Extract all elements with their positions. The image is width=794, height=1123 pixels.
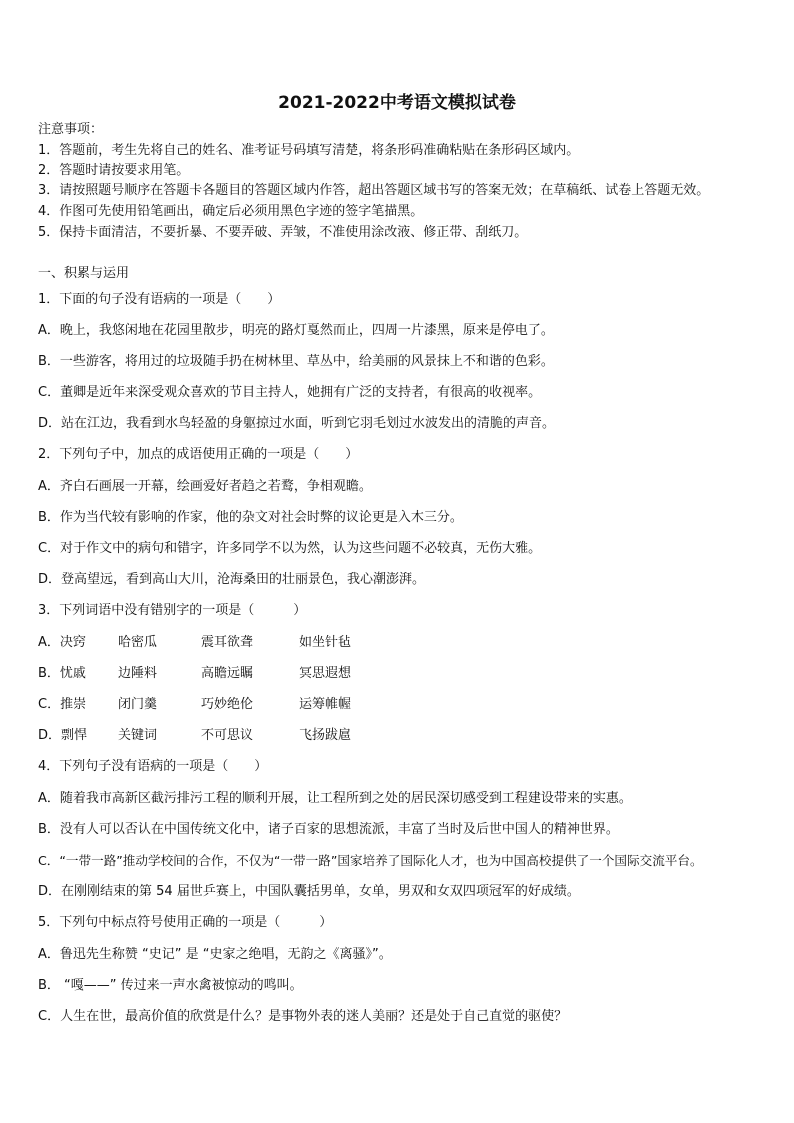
word-cell: C．推崇 (38, 697, 87, 712)
question-option: C．董卿是近年来深受观众喜欢的节目主持人，她拥有广泛的支持者，有很高的收视率。 (38, 385, 542, 400)
question-stem: 3．下列词语中没有错别字的一项是（ ） (38, 603, 307, 618)
question-option: C．人生在世，最高价值的欣赏是什么？是事物外表的迷人美丽？还是处于自己直觉的驱使？ (38, 1009, 568, 1024)
question-option: D．在刚刚结束的第 54 届世乒赛上，中国队囊括男单，女单，男双和女双四项冠军的好成绩。 (38, 884, 580, 899)
question-option: B．作为当代较有影响的作家，他的杂文对社会时弊的议论更是入木三分。 (38, 510, 463, 525)
question-option: D．站在江边，我看到水鸟轻盈的身躯掠过水面，听到它羽毛划过水波发出的清脆的声音。 (38, 416, 556, 431)
word-cell: 哈密瓜 (118, 635, 158, 650)
word-cell: 如坐针毡 (299, 635, 352, 650)
question-option: C．“一带一路”推动学校间的合作，不仅为“一带一路”国家培养了国际化人才，也为中国高校提供了一个国际交流平台。 (38, 853, 703, 868)
word-cell: 关键词 (118, 728, 158, 743)
notice-heading: 注意事项： (38, 122, 104, 137)
notice-item: 5．保持卡面清洁，不要折暴、不要弄破、弄皱，不准使用涂改液、修正带、刮纸刀。 (38, 225, 528, 240)
word-cell: 冥思遐想 (299, 666, 352, 681)
question-stem: 2．下列句子中，加点的成语使用正确的一项是（ ） (38, 447, 359, 462)
question-option: A．鲁迅先生称赞 “史记” 是 “史家之绝唱，无韵之《离骚》”。 (38, 947, 392, 962)
word-cell: 飞扬跋扈 (299, 728, 352, 743)
section-heading: 一、积累与运用 (38, 266, 130, 281)
page-title: 2021-2022中考语文模拟试卷 (278, 93, 516, 113)
word-cell: 不可思议 (201, 728, 254, 743)
question-stem: 4．下列句子没有语病的一项是（ ） (38, 759, 268, 774)
word-cell: A．决窍 (38, 635, 86, 650)
notice-item: 3．请按照题号顺序在答题卡各题目的答题区域内作答，超出答题区域书写的答案无效；在草稿纸、试卷上答题无效。 (38, 183, 710, 198)
word-cell: 高瞻远瞩 (201, 666, 254, 681)
notice-item: 4．作图可先使用铅笔画出，确定后必须用黑色字迹的签字笔描黑。 (38, 204, 424, 219)
word-cell: B．忧戚 (38, 666, 86, 681)
question-option: B． “嘎——” 传过来一声水禽被惊动的鸣叫。 (38, 978, 303, 993)
question-stem: 1．下面的句子没有语病的一项是（ ） (38, 292, 281, 307)
word-cell: 闭门羹 (118, 697, 158, 712)
word-cell: 巧妙绝伦 (201, 697, 254, 712)
question-option: D．登高望远，看到高山大川，沧海桑田的壮丽景色，我心潮澎湃。 (38, 572, 426, 587)
question-option: B．一些游客，将用过的垃圾随手扔在树林里、草丛中，给美丽的风景抹上不和谐的色彩。 (38, 354, 554, 369)
word-cell: 边陲料 (118, 666, 158, 681)
notice-item: 2．答题时请按要求用笔。 (38, 163, 190, 178)
question-option: A．随着我市高新区截污排污工程的顺利开展，让工程所到之处的居民深切感受到工程建设带来的实惠。 (38, 791, 632, 806)
question-option: B．没有人可以否认在中国传统文化中，诸子百家的思想流派，丰富了当时及后世中国人的精神世界。 (38, 822, 619, 837)
question-option: C．对于作文中的病句和错字，许多同学不以为然，认为这些问题不必较真，无伤大雅。 (38, 541, 542, 556)
word-cell: D．剽悍 (38, 728, 88, 743)
question-option: A．晚上，我悠闲地在花园里散步，明亮的路灯戛然而止，四周一片漆黑，原来是停电了。 (38, 323, 554, 338)
question-stem: 5．下列句中标点符号使用正确的一项是（ ） (38, 915, 333, 930)
notice-item: 1．答题前，考生先将自己的姓名、准考证号码填写清楚，将条形码准确粘贴在条形码区域内。 (38, 143, 580, 158)
word-cell: 运筹帷幄 (299, 697, 352, 712)
question-option: A．齐白石画展一开幕，绘画爱好者趋之若鹜，争相观瞻。 (38, 479, 372, 494)
word-cell: 震耳欲聋 (201, 635, 254, 650)
